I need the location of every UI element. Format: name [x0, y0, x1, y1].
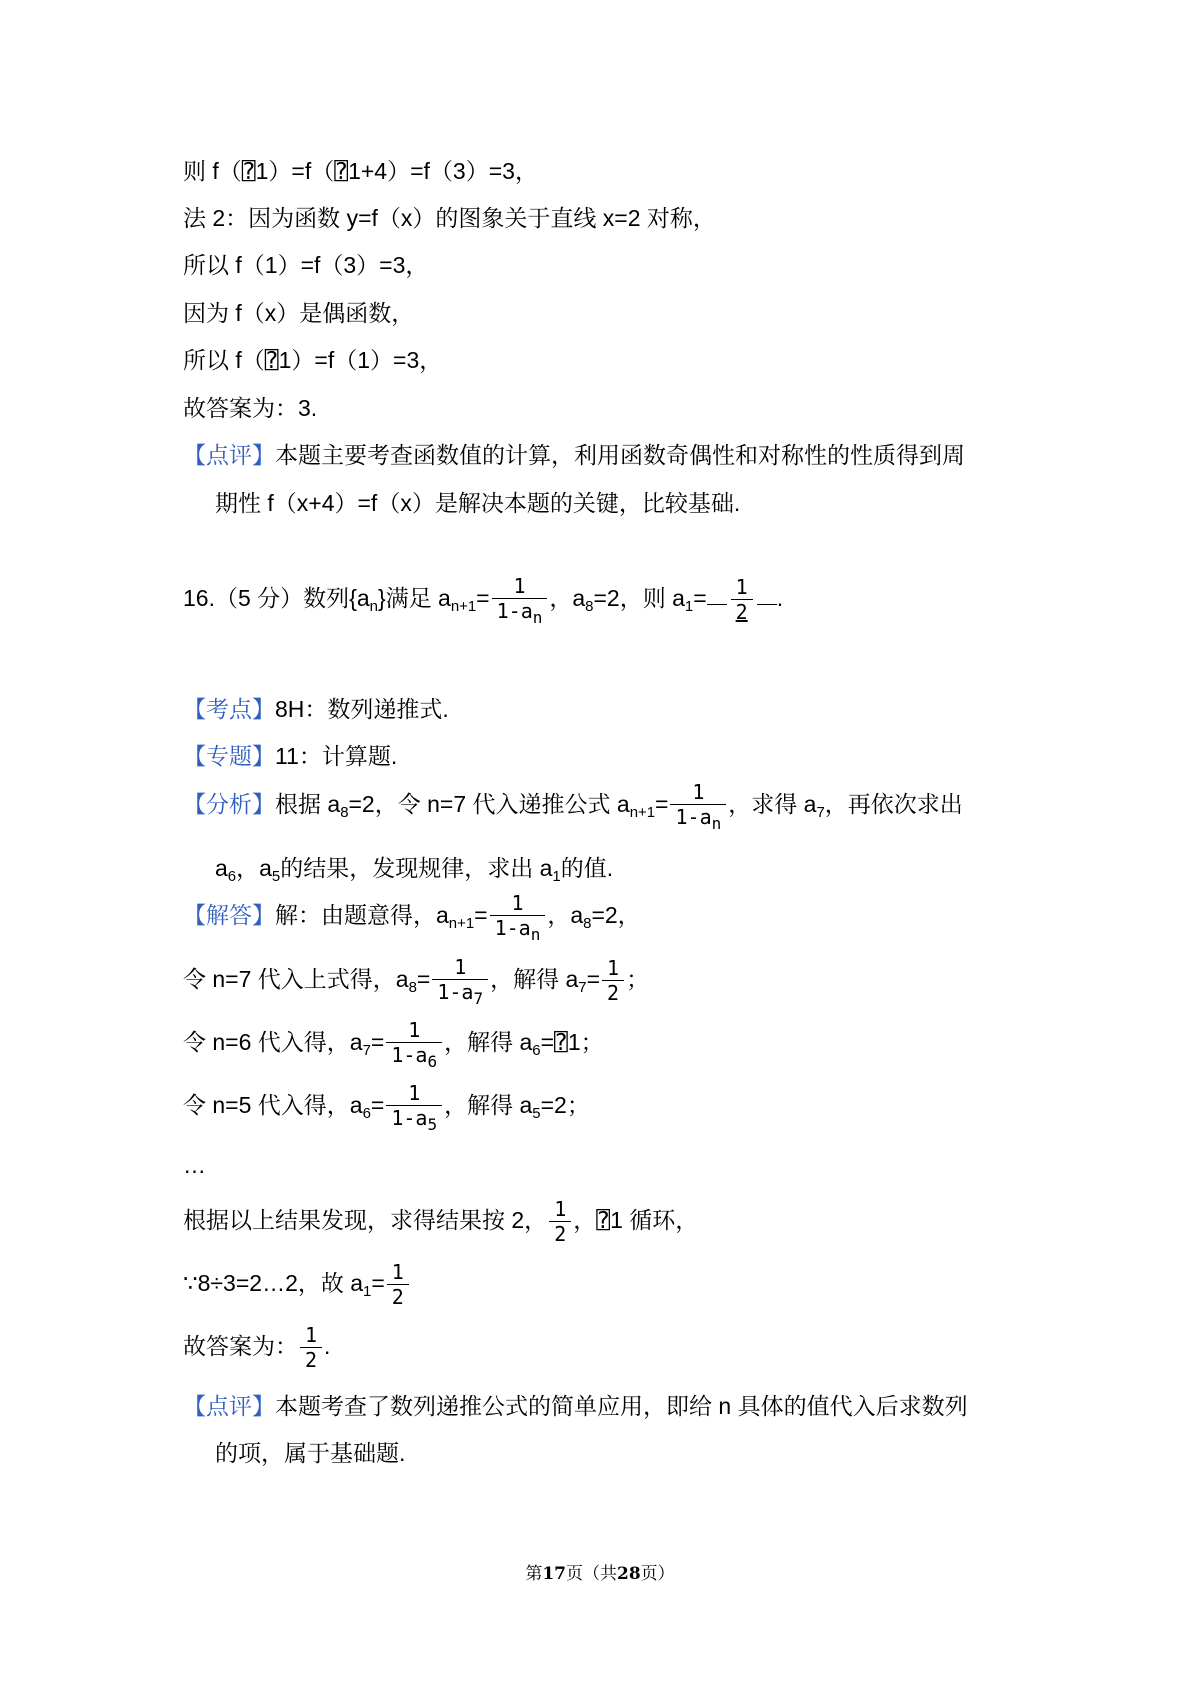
- fraction: [386, 1019, 442, 1070]
- review-text: [275, 442, 965, 468]
- fenxi-line: [183, 774, 963, 834]
- fraction: [492, 575, 548, 626]
- fraction: [602, 957, 624, 1004]
- current-page-number: 17: [542, 1564, 566, 1584]
- review-line: [215, 1423, 405, 1483]
- text-run: 因为 f（x）是偶函数，: [183, 300, 415, 326]
- text-run: 的结果，发现规律，求出 a: [280, 855, 553, 881]
- subscript: n: [711, 813, 722, 833]
- fraction-denominator: [549, 1221, 571, 1245]
- fraction-numerator: 1: [408, 1017, 421, 1042]
- text-run: 故答案为：: [183, 1333, 298, 1359]
- fraction: [670, 781, 726, 832]
- subscript: 7: [362, 1042, 371, 1060]
- text-run: =: [476, 585, 490, 611]
- subscript: 5: [532, 1105, 541, 1123]
- text-run: =: [474, 902, 488, 928]
- subscript: 7: [816, 804, 825, 822]
- fraction-denominator: [602, 980, 624, 1004]
- jieda-line: [183, 949, 649, 1009]
- footer-prefix: 第: [525, 1564, 543, 1584]
- text-run: 本题考查了数列递推公式的简单应用，即给 n 具体的值代入后求数列: [275, 1393, 968, 1419]
- text-run: =: [693, 585, 707, 611]
- subscript: 6: [362, 1105, 371, 1123]
- text-run: 的值.: [560, 855, 614, 881]
- fraction-numerator: 1: [692, 779, 705, 804]
- fraction-numerator: 1: [554, 1197, 567, 1222]
- jieda-line: [183, 1135, 206, 1195]
- text-run: ，解得 a: [444, 1029, 533, 1055]
- subscript: 6: [427, 1051, 438, 1071]
- text-run: 2: [607, 981, 620, 1006]
- answer-blank: [707, 576, 777, 623]
- text-run: …: [183, 1152, 206, 1178]
- text-run: }满足 a: [377, 585, 451, 611]
- subscript: 6: [227, 868, 237, 886]
- fraction-denominator: [386, 1042, 442, 1070]
- subscript: 8: [340, 804, 349, 822]
- footer-suffix: 页）: [640, 1564, 675, 1584]
- fraction: [387, 1261, 409, 1308]
- text-run: 解：由题意得，a: [275, 902, 449, 928]
- text-run: =: [371, 1270, 385, 1296]
- jieda-line: [183, 1075, 590, 1135]
- subscript: 8: [585, 598, 594, 616]
- subscript: 5: [427, 1114, 438, 1134]
- text-run: ，a: [236, 855, 272, 881]
- text-run: 本题主要考查函数值的计算，利用函数奇偶性和对称性的性质得到周: [275, 442, 965, 468]
- fraction-numerator: 1: [454, 954, 467, 979]
- fraction: [386, 1082, 442, 1133]
- text-run: a: [215, 855, 228, 881]
- text-run: 令 n=5 代入得，a: [183, 1092, 363, 1118]
- page-footer: [0, 1560, 1200, 1588]
- kaodian-text: [275, 696, 449, 722]
- subscript: 8: [408, 979, 417, 997]
- text-run: ，求得 a: [728, 791, 817, 817]
- text-run: 2: [391, 1285, 404, 1310]
- fenxi-label: 【分析】: [183, 791, 275, 817]
- fraction-denominator: [731, 599, 753, 623]
- fraction-numerator: 1: [735, 575, 748, 600]
- text-run: ，a: [547, 902, 584, 928]
- text-run: =: [586, 966, 601, 992]
- text-run: 则 f（⍰1）=f（⍰1+4）=f（3）=3，: [183, 158, 538, 184]
- subscript: 7: [473, 988, 484, 1008]
- text-run: 1-a: [494, 915, 531, 940]
- text-run: ，⍰1 循环，: [573, 1207, 699, 1233]
- text-run: ；: [626, 966, 650, 992]
- text-run: 所以 f（1）=f（3）=3，: [183, 252, 429, 278]
- text-run: 根据以上结果发现，求得结果按 2，: [183, 1207, 548, 1233]
- text-run: 1-a: [437, 979, 474, 1004]
- text-run: 2: [735, 600, 748, 625]
- fraction-denominator: [300, 1347, 322, 1371]
- subscript: n: [532, 607, 543, 627]
- subscript: 7: [578, 979, 587, 997]
- subscript: 1: [363, 1283, 372, 1301]
- text-run: 2: [305, 1348, 318, 1373]
- review-label: 【点评】: [183, 1393, 275, 1419]
- fraction-denominator: [432, 979, 488, 1007]
- fraction-numerator: 1: [391, 1260, 404, 1285]
- fraction-denominator: [387, 1284, 409, 1308]
- jieda-line: [183, 1012, 604, 1072]
- text-run: =: [370, 1029, 385, 1055]
- review-label: 【点评】: [183, 442, 275, 468]
- jieda-line: [183, 1253, 411, 1313]
- text-run: =: [416, 966, 431, 992]
- text-run: 期性 f（x+4）=f（x）是解决本题的关键，比较基础.: [215, 490, 741, 516]
- text-run: =2，则 a: [593, 585, 685, 611]
- fraction: [490, 892, 546, 943]
- text-run: .: [324, 1333, 331, 1359]
- text-run: .: [776, 585, 784, 611]
- text-run: 所以 f（⍰1）=f（1）=3，: [183, 347, 443, 373]
- text-run: 1-a: [391, 1042, 428, 1067]
- text-run: ，解得 a: [490, 966, 579, 992]
- fraction: [300, 1324, 322, 1371]
- answer-line: [183, 1316, 330, 1376]
- subscript: 8: [583, 915, 592, 933]
- fraction-numerator: 1: [305, 1323, 318, 1348]
- text-run: 16.（5 分）数列{a: [183, 585, 370, 611]
- subscript: 5: [271, 868, 281, 886]
- text-run: 1-a: [391, 1105, 428, 1130]
- text-run: 令 n=7 代入上式得，a: [183, 966, 409, 992]
- subscript: n: [530, 924, 541, 944]
- fraction: [731, 576, 753, 623]
- text-run: 1-a: [675, 804, 712, 829]
- fraction-numerator: 1: [607, 956, 620, 981]
- text-run: 令 n=6 代入得，a: [183, 1029, 363, 1055]
- zhuanti-text: [275, 743, 397, 769]
- jieda-line: [183, 885, 641, 945]
- text-run: 8H：数列递推式.: [275, 696, 449, 722]
- text-run: 法 2：因为函数 y=f（x）的图象关于直线 x=2 对称，: [183, 205, 716, 231]
- subscript: 1: [684, 598, 694, 616]
- subscript: 6: [532, 1042, 541, 1060]
- review-text: [275, 1393, 968, 1419]
- total-pages-number: 28: [617, 1564, 641, 1584]
- text-run: ，a: [549, 585, 586, 611]
- text-run: ∵8÷3=2…2，故 a: [183, 1270, 364, 1296]
- fraction-numerator: 1: [408, 1080, 421, 1105]
- fraction-numerator: 1: [513, 573, 526, 598]
- text-run: 故答案为：3.: [183, 395, 318, 421]
- text-run: =⍰1；: [540, 1029, 604, 1055]
- text-run: 的项，属于基础题.: [215, 1440, 406, 1466]
- subscript: n+1: [450, 598, 477, 616]
- text-run: =: [655, 791, 669, 817]
- text-run: 2: [554, 1222, 567, 1247]
- footer-middle: 页（共: [566, 1564, 617, 1584]
- fraction-denominator: [670, 804, 726, 832]
- subscript: n: [369, 598, 378, 616]
- subscript: n+1: [448, 915, 475, 933]
- zhuanti-label: 【专题】: [183, 743, 275, 769]
- fraction-numerator: 1: [511, 890, 524, 915]
- text-run: ，解得 a: [444, 1092, 533, 1118]
- fraction: [432, 956, 488, 1007]
- fraction-denominator: [386, 1105, 442, 1133]
- jieda-line: [183, 1190, 698, 1250]
- fraction: [549, 1198, 571, 1245]
- kaodian-label: 【考点】: [183, 696, 275, 722]
- jieda-text: [275, 890, 641, 944]
- text-run: =2；: [540, 1092, 590, 1118]
- text-run: =2，: [591, 902, 641, 928]
- question-stem: [183, 568, 783, 628]
- fraction-denominator: [492, 598, 548, 626]
- fraction-denominator: [490, 915, 546, 943]
- fenxi-text: [275, 779, 963, 833]
- jieda-label: 【解答】: [183, 902, 275, 928]
- text-run: ，再依次求出: [824, 791, 963, 817]
- subscript: 1: [552, 868, 561, 886]
- text-run: =: [370, 1092, 385, 1118]
- text-run: 11：计算题.: [275, 743, 398, 769]
- subscript: n+1: [629, 804, 656, 822]
- review-line: [215, 473, 740, 533]
- text-run: =2，令 n=7 代入递推公式 a: [348, 791, 630, 817]
- text-run: 根据 a: [275, 791, 341, 817]
- text-run: 1-a: [496, 598, 533, 623]
